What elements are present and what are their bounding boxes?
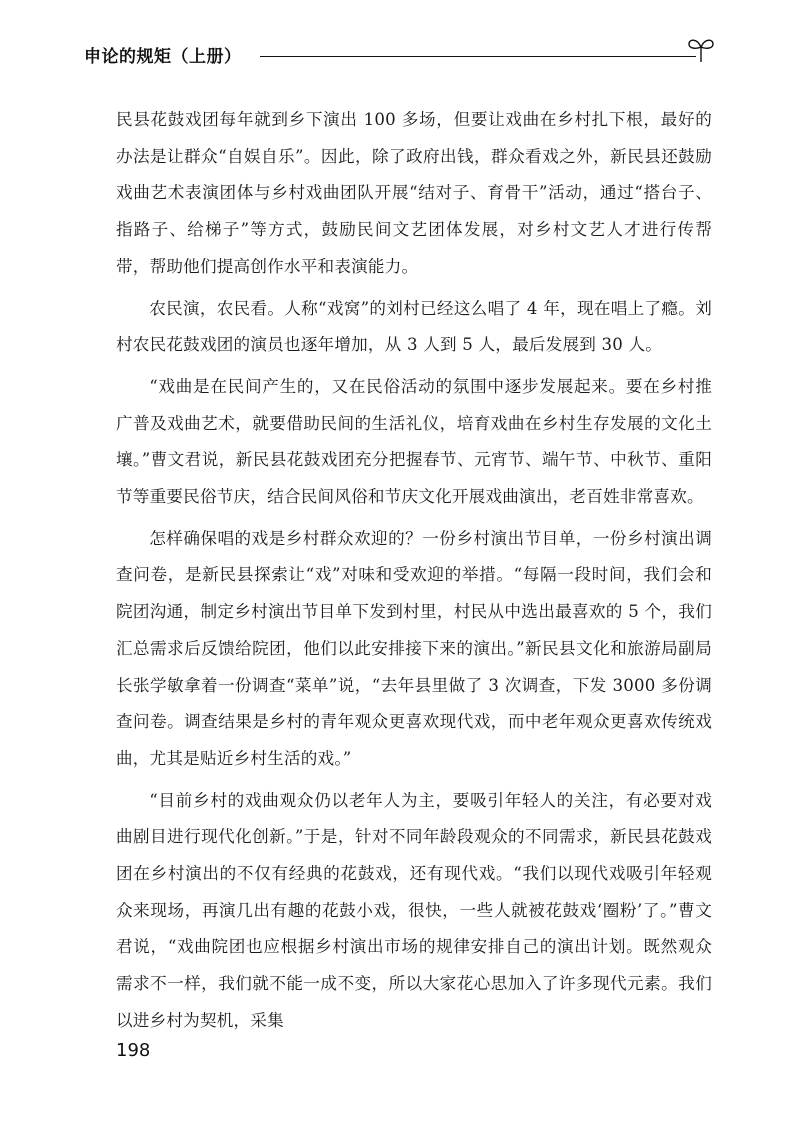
sprout-icon — [686, 34, 716, 64]
paragraph: “戏曲是在民间产生的，又在民俗活动的氛围中逐步发展起来。要在乡村推广普及戏曲艺术，就要借助民间的生活礼仪，培育戏曲在乡村生存发展的文化土壤。”曹文君说，新民县花鼓戏团充分把握春节、元宵节、端午节、中秋节、重阳节等重要民俗节庆，结合民间风俗和节庆文化开展戏曲演出，老百姓非常喜欢。 — [116, 376, 712, 507]
paragraph: 农民演，农民看。人称“戏窝”的刘村已经这么唱了 4 年，现在唱上了瘾。刘村农民花鼓戏团的演员也逐年增加，从 3 人到 5 人，最后发展到 30 人。 — [116, 298, 712, 355]
running-header — [84, 34, 714, 66]
paragraph: “目前乡村的戏曲观众仍以老年人为主，要吸引年轻人的关注，有必要对戏曲剧目进行现代化创新。”于是，针对不同年龄段观众的不同需求，新民县花鼓戏团在乡村演出的不仅有经典的花鼓戏，还有现代戏。“我们以现代戏吸引年轻观众来现场，再演几出有趣的花鼓小戏，很快，一些人就被花鼓戏‘圈粉’了。”曹文君说，“戏曲院团也应根据乡村演出市场的规律安排自己的演出计划。既然观众需求不一样，我们就不能一成不变，所以大家花心思加入了许多现代元素。我们以进乡村为契机，采集 — [116, 790, 712, 1030]
paragraph: 民县花鼓戏团每年就到乡下演出 100 多场，但要让戏曲在乡村扎下根，最好的办法是让群众“自娱自乐”。因此，除了政府出钱，群众看戏之外，新民县还鼓励戏曲艺术表演团体与乡村戏曲团队开展“结对子、育骨干”活动，通过“搭台子、指路子、给梯子”等方式，鼓励民间文艺团体发展，对乡村文艺人才进行传帮带，帮助他们提高创作水平和表演能力。 — [116, 110, 712, 276]
body-text — [116, 102, 712, 1045]
book-title: 申论的规矩（上册） — [84, 47, 242, 67]
paragraph: 怎样确保唱的戏是乡村群众欢迎的？一份乡村演出节目单，一份乡村演出调查问卷，是新民县探索让“戏”对味和受欢迎的举措。“每隔一段时间，我们会和院团沟通，制定乡村演出节目单下发到村里，村民从中选出最喜欢的 5 个，我们汇总需求后反馈给院团，他们以此安排接下来的演出。”新民县文化和旅游局副局长张学敏拿着一份调查“菜单”说，“去年县里做了 3 次调查，下发 3000 多份调查问卷。调查结果是乡村的青年观众更喜欢现代戏，而中老年观众更喜欢传统戏曲，尤其是贴近乡村生活的戏。” — [116, 528, 712, 768]
page-number: 198 — [116, 1040, 151, 1061]
header-rule — [260, 56, 696, 57]
